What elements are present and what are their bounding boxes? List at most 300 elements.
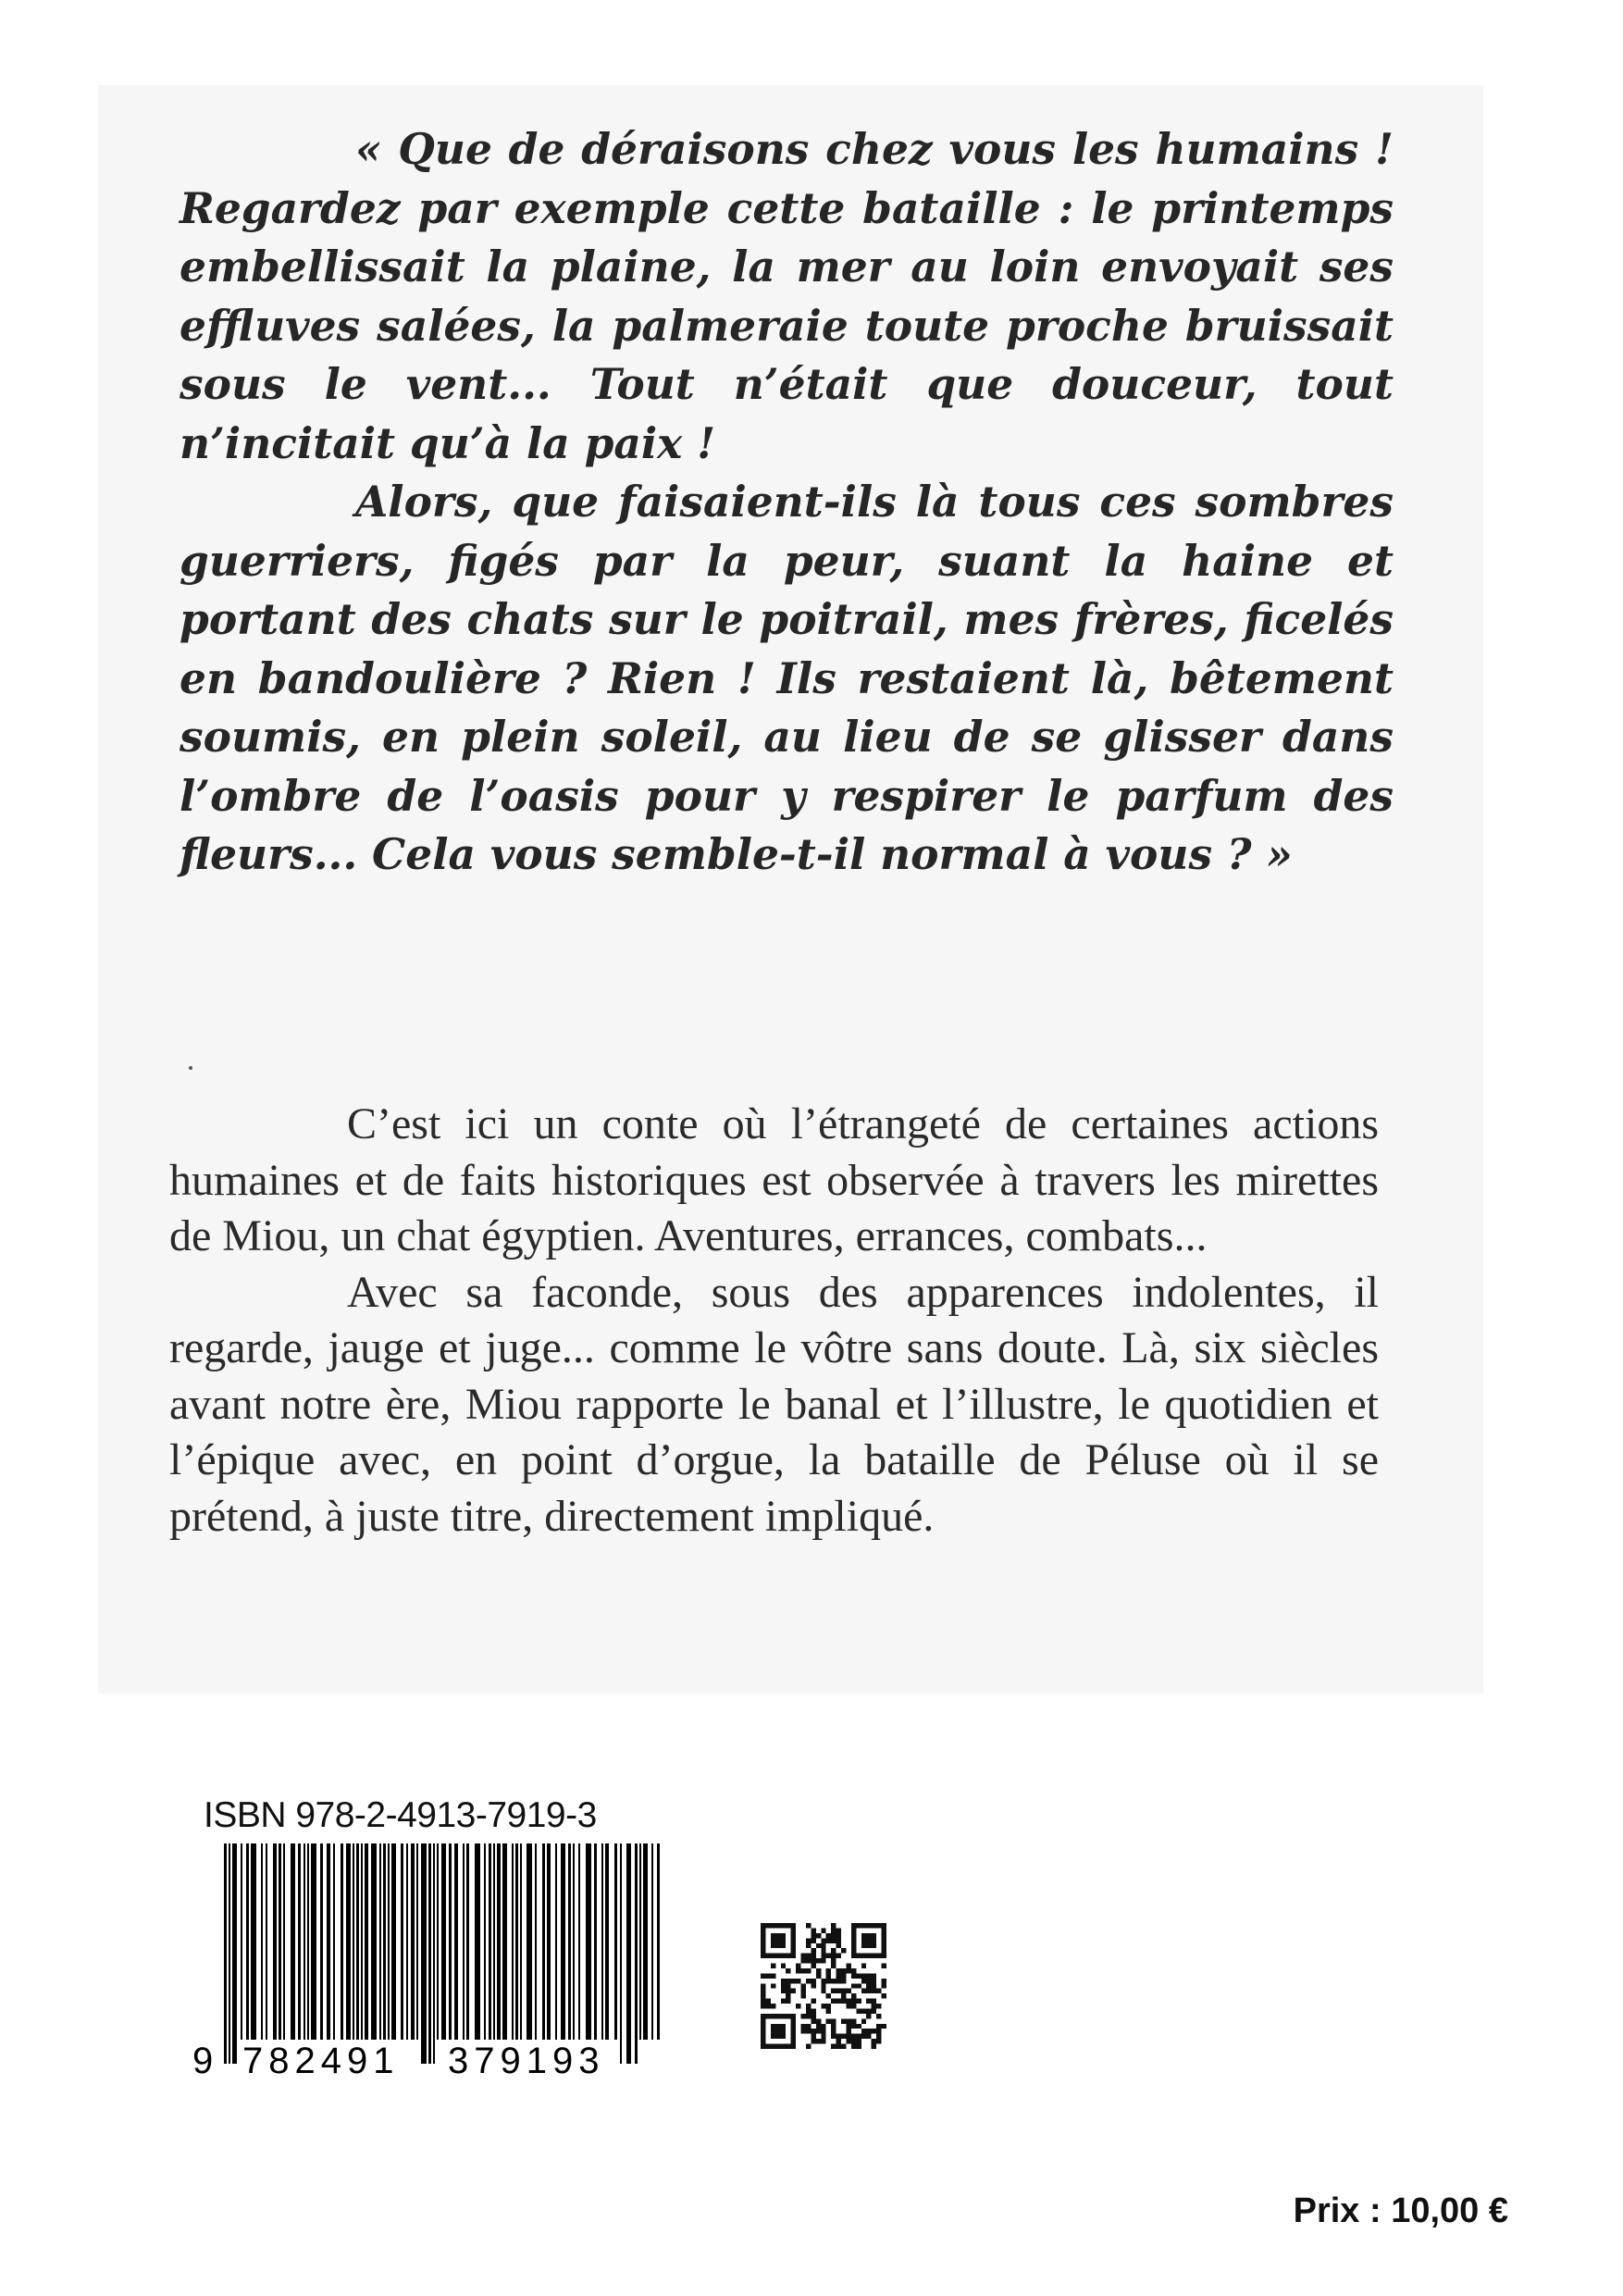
qr-module [771, 2044, 775, 2049]
qr-module [791, 1923, 796, 1928]
barcode-bar [605, 1843, 609, 2040]
qr-module [811, 1983, 815, 1988]
qr-module [781, 1983, 786, 1988]
barcode-bar [568, 1843, 571, 2040]
qr-module [811, 2039, 815, 2043]
qr-module [866, 1938, 871, 1942]
qr-module [841, 2034, 846, 2039]
qr-module [816, 1973, 821, 1978]
qr-module [831, 1923, 836, 1928]
qr-module [781, 2029, 786, 2033]
barcode-bar [441, 1843, 446, 2040]
qr-module [836, 1979, 841, 1983]
qr-module [856, 2039, 861, 2043]
barcode-bar [416, 1843, 418, 2040]
qr-module [861, 1964, 866, 1968]
qr-module [786, 1983, 790, 1988]
qr-module [851, 2024, 856, 2029]
barcode-bar [475, 1843, 480, 2040]
qr-module [866, 2014, 871, 2018]
qr-module [846, 1964, 850, 1968]
qr-module [861, 1933, 866, 1938]
qr-module [816, 1968, 821, 1973]
qr-module [811, 2029, 815, 2033]
qr-module [826, 2008, 831, 2013]
qr-module [791, 1938, 796, 1942]
qr-module [791, 2034, 796, 2039]
qr-module [866, 1989, 871, 1993]
qr-module [876, 1954, 881, 1958]
qr-module [851, 1954, 856, 1958]
qr-module [821, 2024, 825, 2029]
qr-module [781, 1943, 786, 1948]
barcode-bar [657, 1843, 660, 2040]
barcode-bar [454, 1843, 458, 2040]
barcode-bar [224, 1843, 227, 2064]
qr-module [775, 1933, 780, 1938]
qr-module [811, 1933, 815, 1938]
qr-module [872, 1923, 876, 1928]
qr-module [771, 1938, 775, 1942]
qr-module [851, 1973, 856, 1978]
qr-module [781, 1938, 786, 1942]
barcode-bar [466, 1843, 469, 2040]
qr-module [882, 1948, 886, 1953]
qr-module [836, 2034, 841, 2039]
qr-module [836, 1928, 841, 1932]
qr-module [781, 2024, 786, 2029]
qr-module [801, 1958, 806, 1963]
qr-module [872, 2044, 876, 2049]
qr-module [866, 1983, 871, 1988]
qr-module [791, 2018, 796, 2023]
qr-module [851, 1933, 856, 1938]
qr-module [796, 2004, 800, 2008]
qr-module [866, 1954, 871, 1958]
qr-module [836, 1989, 841, 1993]
qr-module [846, 2029, 850, 2033]
barcode-bar [421, 1843, 427, 2064]
qr-module [806, 1923, 811, 1928]
qr-module [882, 1923, 886, 1928]
qr-module [791, 1943, 796, 1948]
qr-module [856, 1999, 861, 2004]
qr-module [872, 2039, 876, 2043]
qr-module [775, 2034, 780, 2039]
qr-module [826, 1954, 831, 1958]
barcode-bar [639, 1843, 641, 2040]
qr-module [856, 2024, 861, 2029]
barcode-bar [497, 1843, 501, 2040]
qr-module [796, 1964, 800, 1968]
qr-module [866, 2008, 871, 2013]
qr-module [861, 2034, 866, 2039]
qr-module [761, 2024, 765, 2029]
barcode-bar [437, 1843, 439, 2040]
qr-module [771, 2024, 775, 2029]
qr-module [761, 1948, 765, 1953]
qr-module [761, 2004, 765, 2008]
qr-module [786, 1968, 790, 1973]
barcode-bar [555, 1843, 557, 2040]
qr-module [791, 1954, 796, 1958]
qr-module [771, 2034, 775, 2039]
barcode-bar [620, 1843, 622, 2064]
qr-module [872, 1933, 876, 1938]
qr-module [872, 1999, 876, 2004]
barcode-bar [502, 1843, 507, 2040]
qr-module [861, 1973, 866, 1978]
qr-module [761, 1928, 765, 1932]
qr-module [801, 1993, 806, 1998]
qr-module [786, 1993, 790, 1998]
qr-module [821, 1948, 825, 1953]
qr-module [806, 1954, 811, 1958]
qr-module [826, 2004, 831, 2008]
qr-module [851, 2004, 856, 2008]
qr-module [851, 1983, 856, 1988]
qr-module [882, 1933, 886, 1938]
barcode-bar [643, 1843, 648, 2040]
qr-module [872, 1938, 876, 1942]
qr-module [876, 2034, 881, 2039]
qr-module [831, 1933, 836, 1938]
barcode-bar [561, 1843, 565, 2040]
qr-module [781, 1979, 786, 1983]
qr-module [861, 1979, 866, 1983]
qr-module [801, 1968, 806, 1973]
qr-module [846, 2039, 850, 2043]
qr-module [882, 1983, 886, 1988]
qr-module [796, 1979, 800, 1983]
qr-module [791, 2024, 796, 2029]
qr-module [761, 1943, 765, 1948]
qr-module [851, 2034, 856, 2039]
qr-module [786, 1954, 790, 1958]
barcode-bar [353, 1843, 354, 2040]
barcode-bar [635, 1843, 638, 2064]
barcode-bar [515, 1843, 518, 2040]
barcode-bar [411, 1843, 415, 2040]
qr-module [765, 1973, 770, 1978]
qr-module [781, 1964, 786, 1968]
barcode-bar [401, 1843, 403, 2040]
barcode-bar [327, 1843, 330, 2040]
qr-module [811, 2018, 815, 2023]
barcode-bar [229, 1843, 230, 2064]
qr-module [841, 1948, 846, 1953]
qr-module [786, 2014, 790, 2018]
barcode-bar [232, 1843, 237, 2064]
qr-module [826, 1933, 831, 1938]
qr-module [781, 1999, 786, 2004]
qr-module [882, 1938, 886, 1942]
qr-module [761, 1933, 765, 1938]
qr-module [846, 2024, 850, 2029]
qr-module [836, 1933, 841, 1938]
qr-module [775, 2044, 780, 2049]
qr-module [841, 1979, 846, 1983]
barcode-bar [651, 1843, 653, 2040]
qr-module [811, 1954, 815, 1958]
qr-module [876, 2029, 881, 2033]
price-label: Prix : 10,00 € [1293, 2191, 1508, 2230]
barcode-bar [391, 1843, 396, 2040]
qr-module [851, 1948, 856, 1953]
qr-module [866, 1973, 871, 1978]
barcode-bar [383, 1843, 386, 2040]
qr-module [856, 2008, 861, 2013]
barcode-bar [251, 1843, 256, 2040]
qr-module [861, 1954, 866, 1958]
qr-module [882, 2024, 886, 2029]
barcode-bar [246, 1843, 249, 2040]
qr-module [761, 1993, 765, 1998]
barcode-digits-left: 782491 [242, 2041, 400, 2080]
qr-module [771, 1983, 775, 1988]
qr-module [851, 1928, 856, 1932]
qr-module [821, 1938, 825, 1942]
qr-module [811, 1928, 815, 1932]
barcode-bar [547, 1843, 551, 2040]
barcode-bar [304, 1843, 305, 2040]
qr-module [765, 1954, 770, 1958]
qr-module [816, 1958, 821, 1963]
barcode-bar [578, 1843, 580, 2040]
qr-module [872, 2029, 876, 2033]
barcode-bar [283, 1843, 285, 2040]
barcode-bar [341, 1843, 343, 2040]
qr-module [856, 1973, 861, 1978]
qr-module [831, 1989, 836, 1993]
cat-quote [180, 120, 1394, 885]
qr-module [771, 1964, 775, 1968]
qr-module [836, 2044, 841, 2049]
qr-module [866, 1933, 871, 1938]
qr-module [872, 2008, 876, 2013]
qr-module [816, 2018, 821, 2023]
qr-module [831, 1938, 836, 1942]
barcode-bar [333, 1843, 335, 2040]
qr-module [872, 2004, 876, 2008]
qr-module [761, 1938, 765, 1942]
qr-module [826, 1938, 831, 1942]
qr-module [831, 1958, 836, 1963]
barcode-bar [307, 1843, 309, 2040]
qr-module [836, 1968, 841, 1973]
barcode-bar [520, 1843, 522, 2040]
barcode-bar [241, 1843, 242, 2040]
qr-module [761, 1983, 765, 1988]
qr-module [821, 1958, 825, 1963]
qr-module [882, 1943, 886, 1948]
qr-module [821, 1954, 825, 1958]
qr-module [851, 2044, 856, 2049]
qr-module [861, 2008, 866, 2013]
qr-module [771, 1954, 775, 1958]
qr-module [765, 1999, 770, 2004]
qr-module [831, 1979, 836, 1983]
qr-module [761, 2039, 765, 2043]
qr-module [791, 2039, 796, 2043]
qr-module [791, 1989, 796, 1993]
qr-module [775, 1923, 780, 1928]
qr-module [826, 2018, 831, 2023]
qr-module [765, 2014, 770, 2018]
barcode-bar [586, 1843, 591, 2040]
qr-module [856, 2034, 861, 2039]
qr-module [761, 2044, 765, 2049]
qr-module [811, 1938, 815, 1942]
qr-module [856, 2044, 861, 2049]
qr-module [821, 2004, 825, 2008]
qr-module [791, 1928, 796, 1932]
qr-module [846, 1968, 850, 1973]
qr-module [806, 2004, 811, 2008]
qr-module [801, 2014, 806, 2018]
qr-module [811, 1958, 815, 1963]
speck-mark [189, 1066, 192, 1070]
qr-module [826, 1979, 831, 1983]
qr-module [761, 2014, 765, 2018]
qr-module [791, 2029, 796, 2033]
summary-paragraph-1: C’est ici un conte où l’étrangeté de certaines actions humaines et de faits historiques est observée à travers les mirettes de Miou, un chat égyptien. Aventures, errances, combats... [169, 1099, 1379, 1260]
qr-module [866, 1979, 871, 1983]
qr-module [861, 2029, 866, 2033]
barcode-bar [266, 1843, 267, 2040]
qr-module [882, 1954, 886, 1958]
qr-module [882, 1928, 886, 1932]
qr-module [796, 1968, 800, 1973]
qr-module [781, 2034, 786, 2039]
qr-module [775, 1938, 780, 1942]
qr-module [811, 2014, 815, 2018]
barcode-bar [356, 1843, 359, 2040]
qr-module [801, 1989, 806, 1993]
qr-module [861, 1923, 866, 1928]
barcode-bar [298, 1843, 301, 2040]
qr-module [806, 2014, 811, 2018]
qr-module [816, 1943, 821, 1948]
qr-module [775, 2024, 780, 2029]
qr-module [806, 2029, 811, 2033]
qr-module [761, 1989, 765, 1993]
qr-module [872, 1983, 876, 1988]
qr-module [851, 1923, 856, 1928]
qr-module [761, 1973, 765, 1978]
qr-module [861, 1943, 866, 1948]
qr-module [791, 2044, 796, 2049]
qr-module [771, 2029, 775, 2033]
barcode-digit-first: 9 [192, 2041, 214, 2080]
qr-module [866, 2034, 871, 2039]
qr-module [841, 2018, 846, 2023]
qr-module [811, 1979, 815, 1983]
qr-module [826, 1993, 831, 1998]
qr-module [836, 1943, 841, 1948]
qr-module [831, 2024, 836, 2029]
barcode-bar [365, 1843, 368, 2040]
qr-module [861, 1938, 866, 1942]
qr-module [811, 2008, 815, 2013]
qr-module [872, 1954, 876, 1958]
barcode-bar [542, 1843, 545, 2040]
isbn-barcode [192, 1840, 670, 2080]
qr-module [771, 1973, 775, 1978]
barcode-bar [291, 1843, 295, 2040]
qr-module [831, 1964, 836, 1968]
qr-module [775, 1954, 780, 1958]
qr-module [775, 2014, 780, 2018]
barcode-bar [433, 1843, 435, 2064]
barcode-bar [601, 1843, 603, 2040]
qr-module [841, 1973, 846, 1978]
qr-module [866, 1999, 871, 2004]
qr-module [775, 1943, 780, 1948]
barcode-bar [379, 1843, 381, 2040]
qr-module [841, 1989, 846, 1993]
qr-module [806, 1943, 811, 1948]
qr-module [761, 1954, 765, 1958]
qr-module [801, 1954, 806, 1958]
qr-module [786, 1979, 790, 1983]
barcode-bar [573, 1843, 575, 2040]
qr-module [816, 2029, 821, 2033]
barcode-bar [493, 1843, 495, 2040]
qr-module [806, 1938, 811, 1942]
qr-module [831, 2034, 836, 2039]
qr-module [876, 2024, 881, 2029]
qr-module [806, 2008, 811, 2013]
qr-module [866, 1943, 871, 1948]
quote-paragraph-1: « Que de déraisons chez vous les humains ! Regardez par exemple cette bataille : le printemps embellissait la plaine, la mer au loin envoyait ses effluves salées, la palmeraie toute proche bruissait sous le vent... Tout n’était que douceur, tout n’incitait qu’à la paix ! [180, 124, 1394, 468]
qr-module [771, 1923, 775, 1928]
qr-module [791, 2014, 796, 2018]
qr-module [841, 1993, 846, 1998]
qr-module [836, 2039, 841, 2043]
qr-module [816, 1933, 821, 1938]
qr-module [846, 1999, 850, 2004]
barcode-bar [371, 1843, 377, 2040]
summary-paragraph-2: Avec sa faconde, sous des apparences indolentes, il regarde, jauge et juge... comme le vôtre sans doute. Là, six siècles avant notre ère, Miou rapporte le banal et l’illustre, le quotidien et l’épique avec, en point d’orgue, la bataille de Péluse où il se prétend, à juste titre, directement impliqué. [169, 1267, 1379, 1541]
qr-module [856, 1983, 861, 1988]
barcode-bar [279, 1843, 281, 2040]
qr-module [831, 1999, 836, 2004]
qr-module [836, 1999, 841, 2004]
barcode-bar [535, 1843, 537, 2040]
qr-module [781, 1933, 786, 1938]
qr-module [821, 1983, 825, 1988]
qr-module [831, 2018, 836, 2023]
qr-module [826, 1973, 831, 1978]
qr-module [872, 1979, 876, 1983]
qr-module [821, 2039, 825, 2043]
qr-module [806, 1979, 811, 1983]
qr-module [781, 2014, 786, 2018]
qr-module [851, 1938, 856, 1942]
barcode-bar [261, 1843, 263, 2040]
barcode-digits-right: 379193 [448, 2041, 605, 2080]
qr-module [781, 1989, 786, 1993]
qr-module [876, 1923, 881, 1928]
qr-module [771, 2014, 775, 2018]
qr-module [831, 1954, 836, 1958]
book-summary [169, 1097, 1379, 1545]
qr-module [861, 1989, 866, 1993]
qr-module [821, 1989, 825, 1993]
qr-module [856, 1954, 861, 1958]
barcode-bar [484, 1843, 486, 2040]
